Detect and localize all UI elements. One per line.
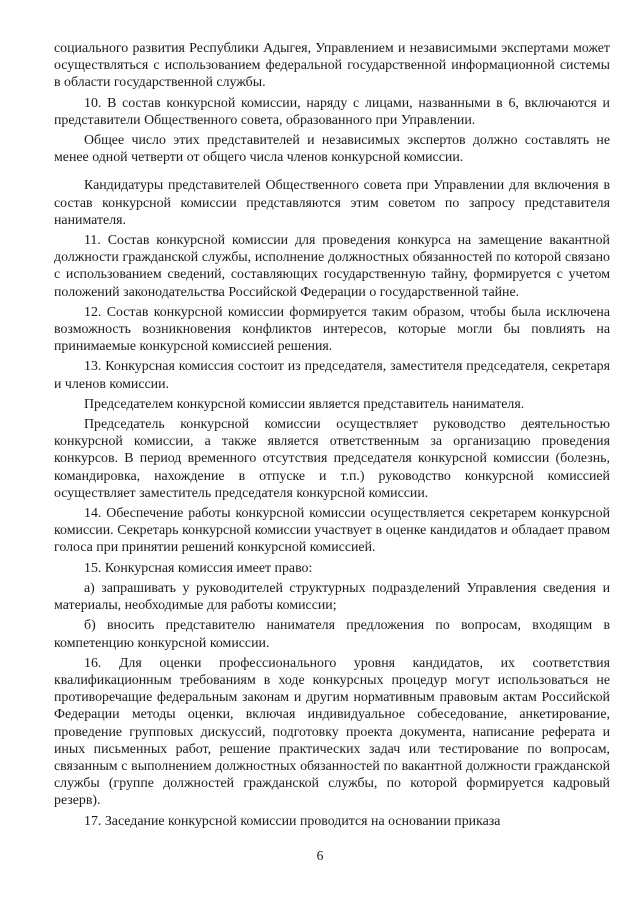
- paragraph-15-a: а) запрашивать у руководителей структурных подразделений Управления сведения и материалы, необходимые для работы комиссии;: [54, 580, 610, 614]
- paragraph-17: 17. Заседание конкурсной комиссии проводится на основании приказа: [84, 813, 501, 829]
- paragraph-11: 11. Состав конкурсной комиссии для проведения конкурса на замещение вакантной должности гражданской службы, исполнение должностных обязанностей по которой связано с использованием сведений, составляющих государственную тайну, формируется с учетом положений законодательства Российской Федерации о государственной тайне.: [54, 233, 610, 300]
- paragraph-10: 10. В состав конкурсной комиссии, наряду с лицами, названными в 6, включаются и представители Общественного совета, образованного при Управлении.: [54, 95, 610, 128]
- paragraph-15: 15. Конкурсная комиссия имеет право:: [84, 560, 313, 576]
- paragraph-10-experts: Общее число этих представителей и независимых экспертов должно составлять не менее одной четверти от общего числа членов конкурсной комиссии.: [54, 133, 610, 166]
- paragraph-14: 14. Обеспечение работы конкурсной комиссии осуществляется секретарем конкурсной комиссии. Секретарь конкурсной комиссии участвует в оценке кандидатов и обладает правом голоса при принятии решений конкурсной комиссией.: [54, 506, 610, 556]
- paragraph-16: 16. Для оценки профессионального уровня кандидатов, их соответствия квалификационным требованиям в ходе конкурсных процедур могут использоваться не противоречащие федеральным законам и другим нормативным правовым актам Российской Федерации методы оценки, включая индивидуальное собеседование, анкетирование, проведение групповых дискуссий, подготовку проекта документа, написание реферата и иных письменных работ, решение практических задач или тестирование по вопросам, связанным с выполнением должностных обязанностей по вакантной должности гражданской службы (группе должностей гражданской службы, по которой формируется кадровый резерв).: [54, 655, 610, 809]
- paragraph-intro-continuation: социального развития Республики Адыгея, Управлением и независимыми экспертами может осуществляться с использованием федеральной государственной информационной системы в области государственной службы.: [54, 41, 610, 91]
- paragraph-10-candidates: Кандидатуры представителей Общественного совета при Управлении для включения в состав конкурсной комиссии представляются этим советом по запросу представителя нанимателя.: [54, 178, 610, 228]
- paragraph-15-b: б) вносить представителю нанимателя предложения по вопросам, входящим в компетенцию конкурсной комиссии.: [54, 618, 610, 651]
- paragraph-13: 13. Конкурсная комиссия состоит из председателя, заместителя председателя, секретаря и членов комиссии.: [54, 359, 610, 392]
- page-number: 6: [316, 848, 324, 863]
- document-body: [54, 40, 610, 833]
- paragraph-13-chairman-duties: Председатель конкурсной комиссии осуществляет руководство деятельностью конкурсной комиссии, а также является ответственным за организацию проведения конкурсов. В период временного отсутствия председателя конкурсной комиссии (болезнь, командировка, нахождение в отпуске и т.п.) руководство конкурсной комиссией осуществляет заместитель председателя конкурсной комиссии.: [54, 417, 610, 501]
- paragraph-13-chairman: Председателем конкурсной комиссии является представитель нанимателя.: [84, 396, 525, 412]
- paragraph-12: 12. Состав конкурсной комиссии формируется таким образом, чтобы была исключена возможность возникновения конфликтов интересов, которые могли бы повлиять на принимаемые конкурсной комиссией решения.: [54, 304, 610, 355]
